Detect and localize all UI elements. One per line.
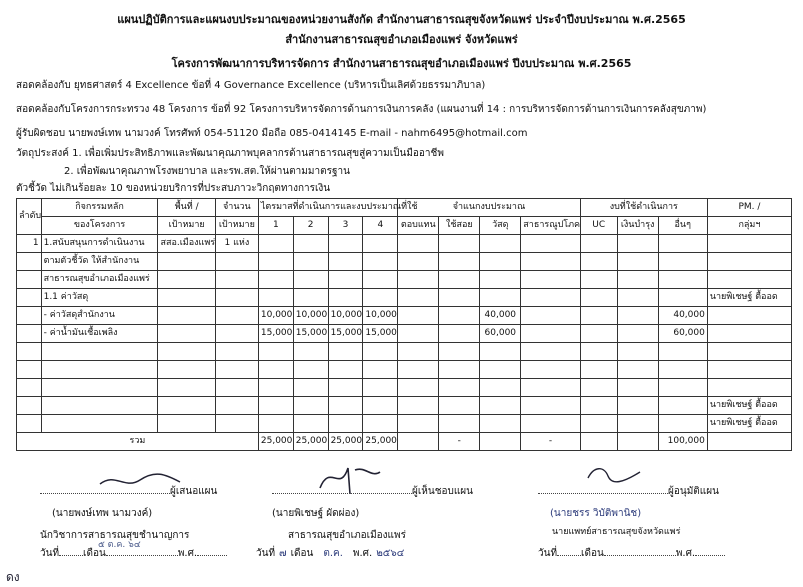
cell-pm (707, 235, 791, 253)
sig-left-name: (นายพงษ์เทพ นามวงค์) (52, 508, 153, 519)
sig-middle-year-label: พ.ศ. (352, 548, 373, 559)
sig-left-role: ผู้เสนอแผน (170, 486, 218, 497)
cell-s3 (658, 289, 707, 307)
table-row (17, 397, 792, 415)
cell-q3 (328, 253, 363, 271)
cell-q2 (293, 361, 328, 379)
col-budget: จำแนกงบประมาณ (398, 199, 580, 217)
total-q3: 25,000 (328, 433, 363, 451)
cell-q2 (293, 397, 328, 415)
cell-q1 (258, 415, 293, 433)
cell-act: 1.สนับสนุนการดำเนินงาน (41, 235, 158, 253)
col-pm-2: กลุ่มฯ (707, 217, 791, 235)
objective-2: 2. เพื่อพัฒนาคุณภาพโรงพยาบาล และรพ.สต.ให้ผ่านตามมาตรฐาน (64, 166, 350, 177)
cell-s3 (658, 343, 707, 361)
cell-q2 (293, 289, 328, 307)
cell-s2 (617, 361, 658, 379)
cell-s3: 40,000 (658, 307, 707, 325)
cell-area (158, 379, 215, 397)
cell-q2: 10,000 (293, 307, 328, 325)
cell-q1: 10,000 (258, 307, 293, 325)
cell-no (17, 361, 42, 379)
cell-b1 (398, 235, 439, 253)
cell-b2 (439, 343, 480, 361)
cell-b4 (521, 379, 580, 397)
col-s1: UC (580, 217, 617, 235)
cell-q2 (293, 379, 328, 397)
cell-b2 (439, 307, 480, 325)
table-row (17, 343, 792, 361)
cell-b2 (439, 361, 480, 379)
total-s2 (617, 433, 658, 451)
sig-right-year-label: พ.ศ. (675, 548, 696, 559)
cell-cnt (215, 397, 258, 415)
cell-s3 (658, 253, 707, 271)
cell-s3 (658, 361, 707, 379)
sig-right-date (538, 546, 725, 561)
cell-s1 (580, 289, 617, 307)
cell-act: สาธารณสุขอำเภอเมืองแพร่ (41, 271, 158, 289)
sig-middle-role: ผู้เห็นชอบแผน (412, 486, 473, 497)
cell-q1 (258, 379, 293, 397)
cell-act (41, 397, 158, 415)
cell-s2 (617, 235, 658, 253)
cell-act: 1.1 ค่าวัสดุ (41, 289, 158, 307)
sig-middle-month: ต.ค. (323, 548, 343, 559)
cell-s3 (658, 271, 707, 289)
cell-pm: นายพิเชษฐ์ ตื้ออด (707, 289, 791, 307)
cell-q1 (258, 361, 293, 379)
cell-act: - ค่าน้ำมันเชื้อเพลิง (41, 325, 158, 343)
cell-s2 (617, 325, 658, 343)
cell-b3: 60,000 (480, 325, 521, 343)
cell-s1 (580, 397, 617, 415)
cell-b4 (521, 289, 580, 307)
sig-left-stamp: ๕ ต.ค. ๖๔ (98, 540, 141, 550)
table-row (17, 325, 792, 343)
cell-q3 (328, 379, 363, 397)
total-b3 (480, 433, 521, 451)
col-area-2: เป้าหมาย (158, 217, 215, 235)
cell-b3: 40,000 (480, 307, 521, 325)
total-pm (707, 433, 791, 451)
total-s1 (580, 433, 617, 451)
col-s2: เงินบำรุง (617, 217, 658, 235)
strategy-line: สอดคล้องกับ ยุทธศาสตร์ 4 Excellence ข้อที่ 4 Governance Excellence (บริหารเป็นเลิศด้วยธรรมาภิบาล) (16, 80, 486, 91)
cell-s3 (658, 235, 707, 253)
cell-b4 (521, 397, 580, 415)
cell-area (158, 325, 215, 343)
cell-b1 (398, 325, 439, 343)
cell-b3 (480, 361, 521, 379)
cell-cnt (215, 379, 258, 397)
cell-b4 (521, 325, 580, 343)
cell-q3 (328, 397, 363, 415)
total-s3: 100,000 (658, 433, 707, 451)
table-row (17, 253, 792, 271)
cell-area: สสอ.เมืองแพร่ (158, 235, 215, 253)
cell-q3: 10,000 (328, 307, 363, 325)
cell-b1 (398, 271, 439, 289)
cell-q3 (328, 235, 363, 253)
cell-q1 (258, 343, 293, 361)
cell-q1 (258, 235, 293, 253)
cell-no (17, 271, 42, 289)
col-activity-2: ของโครงการ (41, 217, 158, 235)
cell-b4 (521, 343, 580, 361)
cell-area (158, 397, 215, 415)
cell-q3 (328, 361, 363, 379)
col-b1: ตอบแทน (398, 217, 439, 235)
cell-cnt (215, 253, 258, 271)
cell-q4 (363, 415, 398, 433)
cell-s1 (580, 343, 617, 361)
cell-no (17, 325, 42, 343)
doc-title: แผนปฏิบัติการและแผนงบประมาณของหน่วยงานสังกัด สำนักงานสาธารณสุขจังหวัดแพร่ ประจำปีงบประมาณ พ.ศ.2565 (117, 13, 686, 26)
cell-q1 (258, 289, 293, 307)
cell-pm (707, 253, 791, 271)
sig-right-title: นายแพทย์สาธารณสุขจังหวัดแพร่ (552, 527, 681, 537)
table-row (17, 361, 792, 379)
cell-s1 (580, 325, 617, 343)
objective-1: วัตถุประสงค์ 1. เพื่อเพิ่มประสิทธิภาพและพัฒนาคุณภาพบุคลากรด้านสาธารณสุขสู่ความเป็นมืออาชีพ (16, 148, 444, 159)
cell-b1 (398, 361, 439, 379)
table-row (17, 289, 792, 307)
cell-cnt (215, 307, 258, 325)
col-q1: 1 (258, 217, 293, 235)
cell-b3 (480, 235, 521, 253)
cell-b1 (398, 379, 439, 397)
col-quarter: ไตรมาสที่ดำเนินการและงบประมาณที่ใช้ (258, 199, 397, 217)
cell-pm (707, 343, 791, 361)
cell-b4 (521, 253, 580, 271)
cell-cnt (215, 271, 258, 289)
cell-cnt (215, 325, 258, 343)
sig-left-month-label: เดือน (83, 548, 106, 559)
doc-subtitle: สำนักงานสาธารณสุขอำเภอเมืองแพร่ จังหวัดแพร่ (285, 33, 518, 46)
cell-b4 (521, 271, 580, 289)
col-activity: กิจกรรมหลัก (41, 199, 158, 217)
cell-b2 (439, 253, 480, 271)
cell-s2 (617, 289, 658, 307)
cell-q4 (363, 289, 398, 307)
cell-cnt (215, 361, 258, 379)
cell-act (41, 343, 158, 361)
cell-s2 (617, 253, 658, 271)
table-row (17, 271, 792, 289)
cell-no (17, 289, 42, 307)
sig-middle-name: (นายพิเชษฐ์ ผัดผ่อง) (272, 508, 360, 519)
cell-b2 (439, 271, 480, 289)
cell-s3 (658, 379, 707, 397)
sig-right-name: (นายชรร วิบัติพานิช) (550, 508, 642, 519)
cell-no (17, 343, 42, 361)
indicator-line: ตัวชี้วัด ไม่เกินร้อยละ 10 ของหน่วยบริการที่ประสบภาวะวิกฤตทางการเงิน (16, 183, 331, 194)
cell-b3 (480, 415, 521, 433)
cell-s2 (617, 379, 658, 397)
cell-q4 (363, 361, 398, 379)
col-s3: อื่นๆ (658, 217, 707, 235)
cell-cnt (215, 289, 258, 307)
cell-area (158, 361, 215, 379)
sig-right-role: ผู้อนุมัติแผน (668, 486, 719, 497)
cell-q2 (293, 235, 328, 253)
sig-middle-date-label: วันที่ (256, 548, 276, 559)
cell-s1 (580, 307, 617, 325)
cell-q3 (328, 415, 363, 433)
cell-s1 (580, 235, 617, 253)
cell-q3 (328, 289, 363, 307)
cell-q2 (293, 253, 328, 271)
cell-s2 (617, 307, 658, 325)
cell-q4: 15,000 (363, 325, 398, 343)
sig-right-date-label: วันที่ (538, 548, 558, 559)
cell-b1 (398, 289, 439, 307)
cell-q2 (293, 271, 328, 289)
total-q4: 25,000 (363, 433, 398, 451)
cell-q1 (258, 271, 293, 289)
cell-s1 (580, 271, 617, 289)
col-no: ลำดับ (17, 199, 42, 235)
cell-b2 (439, 235, 480, 253)
signature-right-icon (580, 462, 650, 486)
cell-b2 (439, 379, 480, 397)
cell-b1 (398, 307, 439, 325)
cell-s2 (617, 415, 658, 433)
total-b4: - (521, 433, 580, 451)
table-row (17, 379, 792, 397)
cell-pm (707, 361, 791, 379)
cell-b2 (439, 325, 480, 343)
cell-q2: 15,000 (293, 325, 328, 343)
cell-b4 (521, 307, 580, 325)
col-b4: สาธารณูปโภค (521, 217, 580, 235)
sig-middle-year: ๒๕๖๔ (376, 548, 405, 559)
cell-pm: นายพิเชษฐ์ ตื้ออด (707, 415, 791, 433)
cell-s3 (658, 415, 707, 433)
cell-act: - ค่าวัสดุสำนักงาน (41, 307, 158, 325)
cell-b3 (480, 289, 521, 307)
total-q1: 25,000 (258, 433, 293, 451)
sig-left-date-label: วันที่ (40, 548, 60, 559)
cell-cnt: 1 แห่ง (215, 235, 258, 253)
cell-no (17, 397, 42, 415)
cell-b3 (480, 379, 521, 397)
cell-b2 (439, 415, 480, 433)
cell-q2 (293, 415, 328, 433)
cell-s1 (580, 361, 617, 379)
col-area: พื้นที่ / (158, 199, 215, 217)
cell-b3 (480, 343, 521, 361)
cell-b3 (480, 271, 521, 289)
cell-q2 (293, 343, 328, 361)
cell-q1 (258, 397, 293, 415)
table-row (17, 235, 792, 253)
cell-b1 (398, 415, 439, 433)
cell-act: ตามตัวชี้วัด ให้สำนักงาน (41, 253, 158, 271)
total-q2: 25,000 (293, 433, 328, 451)
cell-area (158, 253, 215, 271)
cell-act (41, 415, 158, 433)
cell-s1 (580, 415, 617, 433)
col-q3: 3 (328, 217, 363, 235)
col-source: งบที่ใช้ดำเนินการ (580, 199, 707, 217)
cell-area (158, 289, 215, 307)
cell-area (158, 415, 215, 433)
col-count: จำนวน (215, 199, 258, 217)
sig-left-year-label: พ.ศ. (177, 548, 198, 559)
cell-area (158, 271, 215, 289)
ministry-project-line: สอดคล้องกับโครงการกระทรวง 48 โครงการ ข้อที่ 92 โครงการบริหารจัดการด้านการเงินการคลัง (แผนงานที่ 14 : การบริหารจัดการด้านการเงินการคลังสุขภาพ) (16, 104, 707, 115)
sig-middle-title: สาธารณสุขอำเภอเมืองแพร่ (288, 530, 406, 541)
cell-s3 (658, 397, 707, 415)
cell-q4 (363, 379, 398, 397)
cell-b1 (398, 343, 439, 361)
col-b3: วัสดุ (480, 217, 521, 235)
cell-q4 (363, 271, 398, 289)
cell-b1 (398, 253, 439, 271)
cell-s2 (617, 397, 658, 415)
cell-area (158, 307, 215, 325)
col-b2: ใช้สอย (439, 217, 480, 235)
project-title: โครงการพัฒนาการบริหารจัดการ สำนักงานสาธารณสุขอำเภอเมืองแพร่ ปีงบประมาณ พ.ศ.2565 (171, 57, 632, 70)
table-row (17, 415, 792, 433)
cell-act (41, 379, 158, 397)
cell-q4 (363, 253, 398, 271)
cell-no: 1 (17, 235, 42, 253)
cell-q4 (363, 343, 398, 361)
sig-middle-date (256, 546, 404, 561)
sig-left-title: นักวิชาการสาธารณสุขชำนาญการ (40, 530, 190, 541)
cell-no (17, 379, 42, 397)
total-b1 (398, 433, 439, 451)
cell-area (158, 343, 215, 361)
cell-q3: 15,000 (328, 325, 363, 343)
sig-right-month-label: เดือน (581, 548, 604, 559)
cell-q3 (328, 343, 363, 361)
cell-q4 (363, 397, 398, 415)
col-q4: 4 (363, 217, 398, 235)
total-row (17, 433, 792, 451)
cell-no (17, 307, 42, 325)
cell-b4 (521, 235, 580, 253)
cell-b4 (521, 361, 580, 379)
table-row (17, 307, 792, 325)
col-count-2: เป้าหมาย (215, 217, 258, 235)
cell-act (41, 361, 158, 379)
cell-q1 (258, 253, 293, 271)
cell-s2 (617, 343, 658, 361)
cell-b4 (521, 415, 580, 433)
cell-q4: 10,000 (363, 307, 398, 325)
cell-b1 (398, 397, 439, 415)
cell-s2 (617, 271, 658, 289)
cell-pm: นายพิเชษฐ์ ตื้ออด (707, 397, 791, 415)
sig-middle-day: ๗ (279, 548, 287, 559)
cell-cnt (215, 343, 258, 361)
sig-middle-role-line (272, 484, 473, 499)
cell-s1 (580, 253, 617, 271)
cell-q1: 15,000 (258, 325, 293, 343)
total-label: รวม (17, 433, 259, 451)
cell-q4 (363, 235, 398, 253)
cell-no (17, 253, 42, 271)
cell-pm (707, 325, 791, 343)
cell-b3 (480, 253, 521, 271)
sig-right-role-line (538, 484, 719, 499)
cell-s3: 60,000 (658, 325, 707, 343)
cell-q3 (328, 271, 363, 289)
budget-table (16, 198, 792, 451)
cell-cnt (215, 415, 258, 433)
cell-b2 (439, 289, 480, 307)
cell-b2 (439, 397, 480, 415)
cell-pm (707, 307, 791, 325)
sig-left-role-line (40, 484, 217, 499)
total-b2: - (439, 433, 480, 451)
cell-b3 (480, 397, 521, 415)
cell-pm (707, 271, 791, 289)
cell-no (17, 415, 42, 433)
sig-middle-month-label: เดือน (290, 548, 314, 559)
cell-s1 (580, 379, 617, 397)
col-pm: PM. / (707, 199, 791, 217)
cell-pm (707, 379, 791, 397)
owner-line: ผู้รับผิดชอบ นายพงษ์เทพ นามวงค์ โทรศัพท์ 054-51120 มือถือ 085-0414145 E-mail - nahm6495@hotmail.com (16, 128, 528, 139)
footer-mark: ดง (6, 570, 20, 584)
col-q2: 2 (293, 217, 328, 235)
